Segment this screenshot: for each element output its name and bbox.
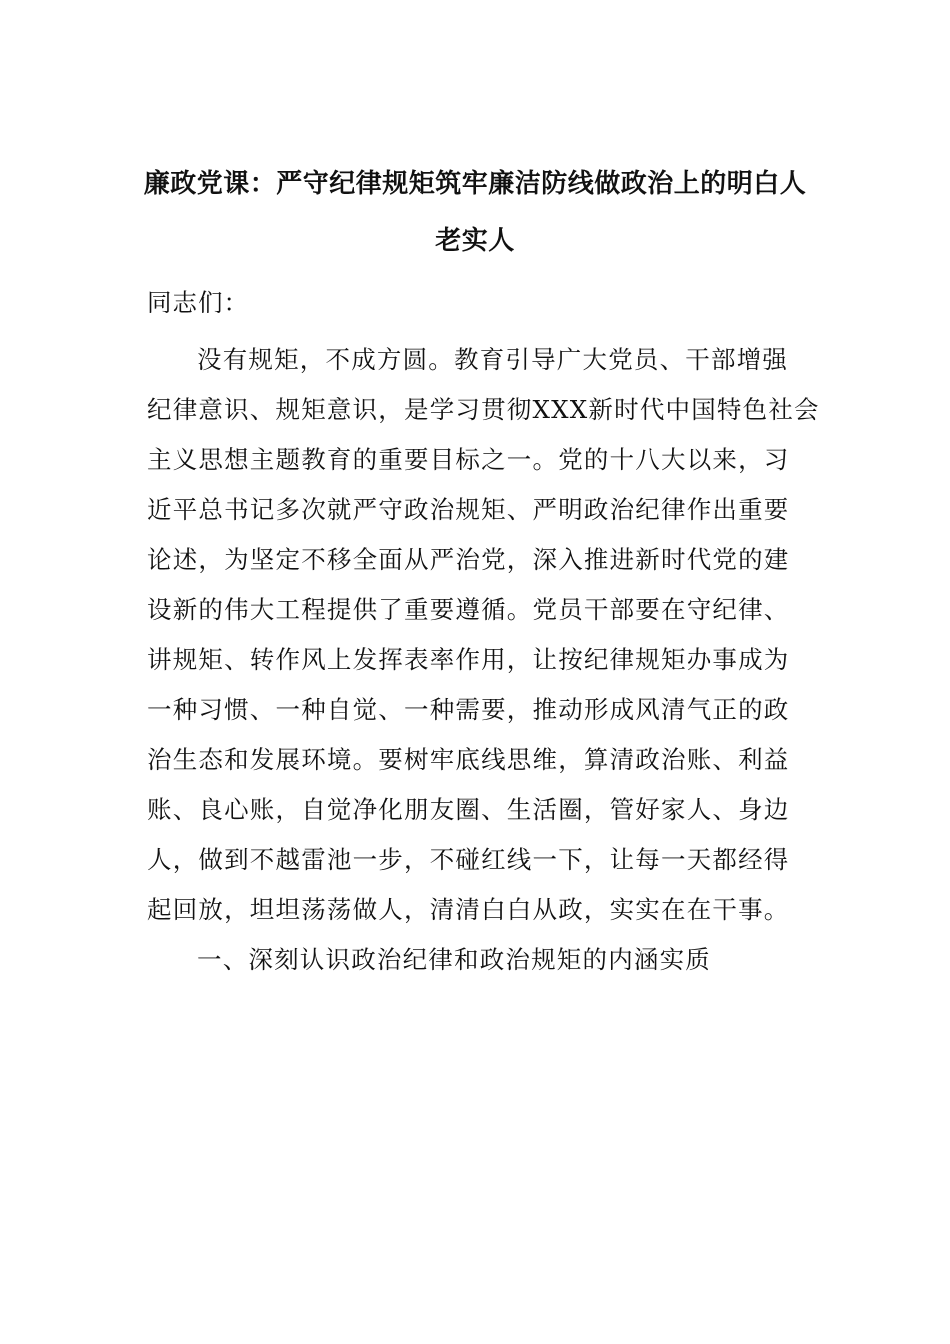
- paragraph-line: 讲规矩、转作风上发挥表率作用，让按纪律规矩办事成为: [147, 645, 790, 674]
- salutation: 同志们：: [147, 288, 249, 317]
- paragraph-line: 没有规矩，不成方圆。教育引导广大党员、干部增强: [197, 345, 789, 374]
- paragraph-line: 人，做到不越雷池一步，不碰红线一下，让每一天都经得: [147, 845, 790, 874]
- section-heading: 一、深刻认识政治纪律和政治规矩的内涵实质: [197, 945, 711, 974]
- paragraph-line: 治生态和发展环境。要树牢底线思维，算清政治账、利益: [147, 745, 790, 774]
- paragraph-line: 起回放，坦坦荡荡做人，清清白白从政，实实在在干事。: [147, 895, 790, 924]
- paragraph-line: 账、良心账，自觉净化朋友圈、生活圈，管好家人、身边: [147, 795, 790, 824]
- paragraph-line: 设新的伟大工程提供了重要遵循。党员干部要在守纪律、: [147, 595, 790, 624]
- paragraph-line: 近平总书记多次就严守政治规矩、严明政治纪律作出重要: [147, 495, 790, 524]
- paragraph-line: 主义思想主题教育的重要目标之一。党的十八大以来，习: [147, 445, 790, 474]
- paragraph-line: 一种习惯、一种自觉、一种需要，推动形成风清气正的政: [147, 695, 790, 724]
- title-line-1: 廉政党课：严守纪律规矩筑牢廉洁防线做政治上的明白人: [143, 169, 807, 199]
- intro-paragraph: [147, 335, 820, 935]
- paragraph-line: 纪律意识、规矩意识，是学习贯彻XXX新时代中国特色社会: [147, 395, 820, 424]
- paragraph-line: 论述，为坚定不移全面从严治党，深入推进新时代党的建: [147, 545, 790, 574]
- document-title: [130, 156, 820, 270]
- title-line-2: 老实人: [435, 226, 515, 256]
- document-body: [147, 285, 820, 985]
